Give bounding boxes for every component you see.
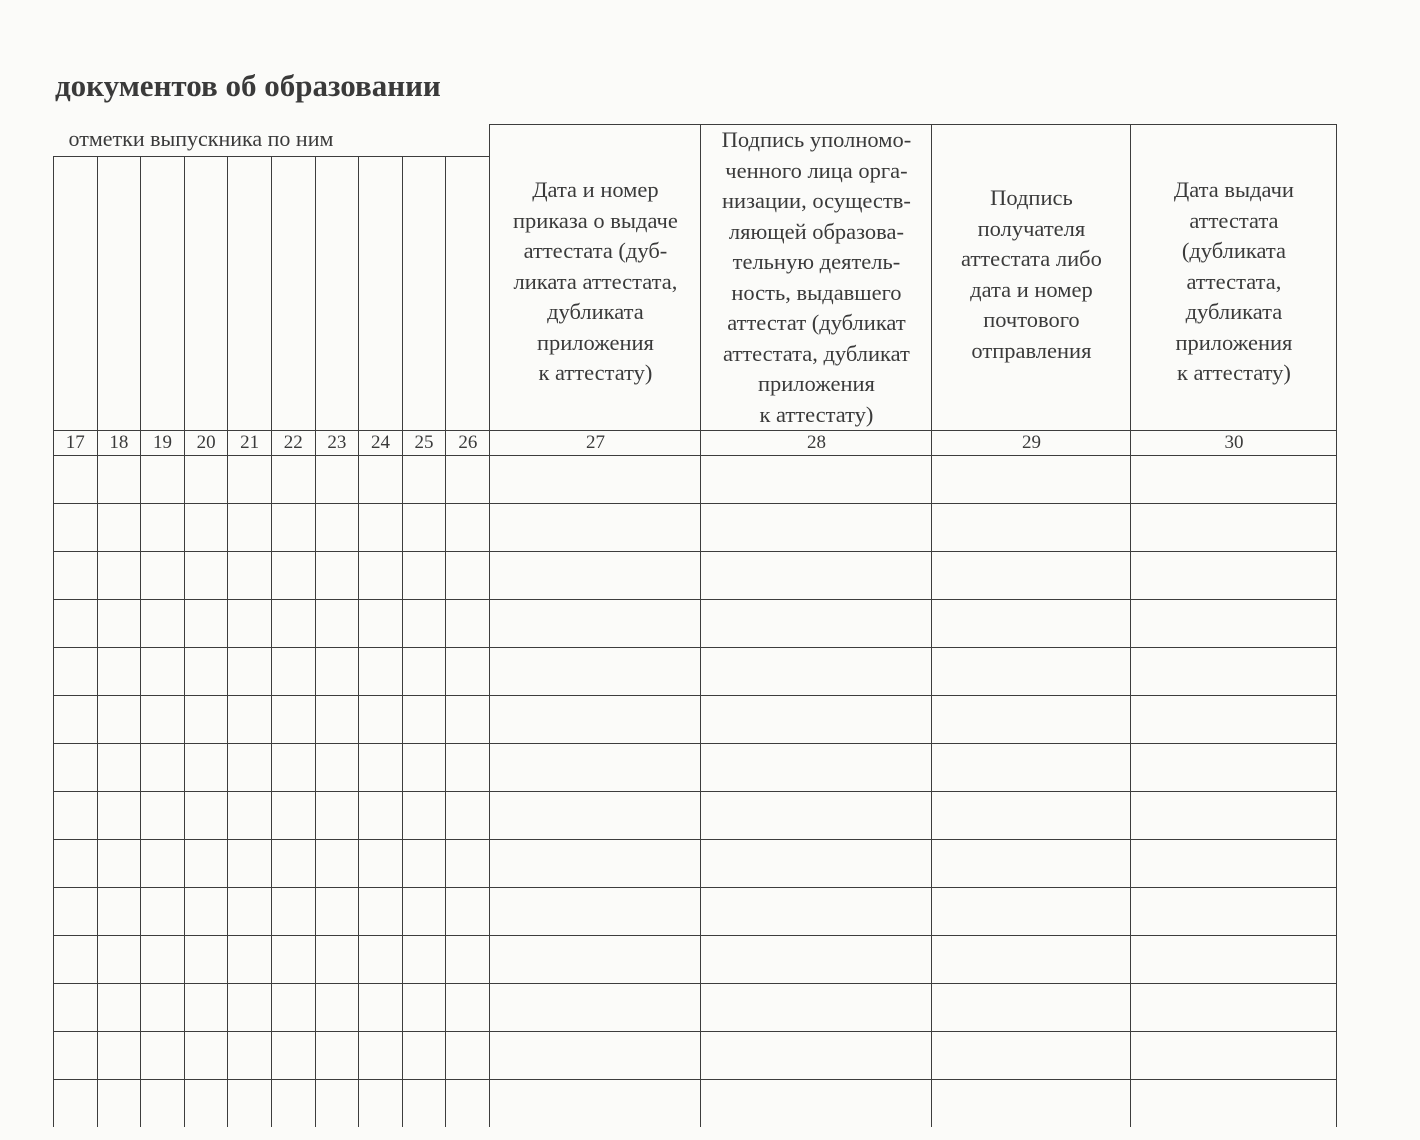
entry-cell[interactable]: [490, 936, 701, 984]
column-number: 18: [97, 431, 141, 456]
entry-cell[interactable]: [490, 696, 701, 744]
column-number-row: [54, 431, 1337, 456]
entry-cell[interactable]: [359, 696, 403, 744]
entry-cell[interactable]: [54, 504, 98, 552]
entry-cell[interactable]: [446, 984, 490, 1032]
entry-cell[interactable]: [97, 696, 141, 744]
column-number: 29: [932, 431, 1131, 456]
entry-cell[interactable]: [184, 936, 228, 984]
entry-cell[interactable]: [54, 984, 98, 1032]
entry-cell[interactable]: [932, 888, 1131, 936]
column-number: 26: [446, 431, 490, 456]
entry-cell[interactable]: [271, 792, 315, 840]
entry-cell[interactable]: [315, 504, 359, 552]
column-number: 20: [184, 431, 228, 456]
column-number: 21: [228, 431, 272, 456]
entry-cell[interactable]: [1131, 696, 1337, 744]
entry-cell[interactable]: [1131, 984, 1337, 1032]
entry-cell[interactable]: [315, 1032, 359, 1080]
entry-cell[interactable]: [54, 552, 98, 600]
entry-cell[interactable]: [315, 600, 359, 648]
table-row: [54, 504, 1337, 552]
entry-cell[interactable]: [446, 456, 490, 504]
entry-cell[interactable]: [490, 744, 701, 792]
entry-cell[interactable]: [490, 1032, 701, 1080]
entry-cell[interactable]: [315, 648, 359, 696]
page-title: документов об образовании: [55, 68, 441, 103]
entry-cell[interactable]: [271, 504, 315, 552]
entry-cell[interactable]: [402, 888, 446, 936]
entry-cell[interactable]: [402, 696, 446, 744]
entry-cell[interactable]: [402, 552, 446, 600]
entry-cell[interactable]: [141, 648, 185, 696]
grade-header-cell: [402, 157, 446, 431]
entry-cell[interactable]: [97, 552, 141, 600]
entry-cell[interactable]: [446, 744, 490, 792]
entry-cell[interactable]: [490, 456, 701, 504]
entry-cell[interactable]: [1131, 1032, 1337, 1080]
entry-cell[interactable]: [54, 696, 98, 744]
entry-cell[interactable]: [228, 696, 272, 744]
entry-cell[interactable]: [184, 744, 228, 792]
table-row: [54, 456, 1337, 504]
entry-cell[interactable]: [228, 1032, 272, 1080]
entry-cell[interactable]: [228, 456, 272, 504]
entry-cell[interactable]: [97, 456, 141, 504]
entry-cell[interactable]: [359, 648, 403, 696]
grade-header-cell: [141, 157, 185, 431]
column-number: 25: [402, 431, 446, 456]
entry-cell[interactable]: [141, 696, 185, 744]
entry-cell[interactable]: [97, 1032, 141, 1080]
entry-cell[interactable]: [228, 600, 272, 648]
entry-cell[interactable]: [701, 840, 932, 888]
entry-cell[interactable]: [184, 600, 228, 648]
entry-cell[interactable]: [228, 552, 272, 600]
entry-cell[interactable]: [141, 1080, 185, 1128]
entry-cell[interactable]: [490, 648, 701, 696]
entry-cell[interactable]: [446, 1032, 490, 1080]
col-header-28: Подпись уполномо- ченного лица орга- низации, осуществ- ляющей образова- тельную деятель- ность, выдавшего аттестат (дубликат аттестата, дубликат приложения к аттестату): [701, 125, 932, 431]
entry-cell[interactable]: [701, 984, 932, 1032]
entry-cell[interactable]: [141, 936, 185, 984]
entry-cell[interactable]: [1131, 888, 1337, 936]
entry-cell[interactable]: [141, 744, 185, 792]
entry-cell[interactable]: [54, 744, 98, 792]
entry-cell[interactable]: [932, 504, 1131, 552]
entry-cell[interactable]: [446, 1080, 490, 1128]
entry-cell[interactable]: [1131, 744, 1337, 792]
entry-cell[interactable]: [97, 840, 141, 888]
col-header-27: Дата и номер приказа о выдаче аттестата (дуб- ликата аттестата, дубликата приложения к аттестату): [490, 125, 701, 431]
entry-cell[interactable]: [184, 456, 228, 504]
entry-cell[interactable]: [315, 888, 359, 936]
table-row: [54, 1080, 1337, 1128]
entry-cell[interactable]: [184, 696, 228, 744]
entry-cell[interactable]: [1131, 456, 1337, 504]
entry-cell[interactable]: [97, 648, 141, 696]
entry-cell[interactable]: [701, 1080, 932, 1128]
entry-cell[interactable]: [141, 1032, 185, 1080]
table-row: [54, 840, 1337, 888]
entry-cell[interactable]: [701, 648, 932, 696]
entry-cell[interactable]: [490, 888, 701, 936]
entry-cell[interactable]: [54, 1032, 98, 1080]
entry-cell[interactable]: [271, 936, 315, 984]
entry-cell[interactable]: [359, 600, 403, 648]
entry-cell[interactable]: [359, 888, 403, 936]
table-row: [54, 600, 1337, 648]
column-number: 27: [490, 431, 701, 456]
entry-cell[interactable]: [97, 792, 141, 840]
entry-cell[interactable]: [402, 936, 446, 984]
entry-cell[interactable]: [184, 504, 228, 552]
entry-cell[interactable]: [490, 840, 701, 888]
table-row: [54, 1032, 1337, 1080]
entry-cell[interactable]: [97, 1080, 141, 1128]
entry-cell[interactable]: [315, 792, 359, 840]
column-number: 24: [359, 431, 403, 456]
entry-cell[interactable]: [1131, 504, 1337, 552]
entry-cell[interactable]: [402, 1032, 446, 1080]
entry-cell[interactable]: [97, 984, 141, 1032]
entry-cell[interactable]: [446, 888, 490, 936]
grade-header-cell: [271, 157, 315, 431]
entry-cell[interactable]: [490, 552, 701, 600]
grade-header-cell: [228, 157, 272, 431]
entry-cell[interactable]: [932, 744, 1131, 792]
entry-cell[interactable]: [402, 984, 446, 1032]
entry-cell[interactable]: [228, 792, 272, 840]
entry-cell[interactable]: [701, 504, 932, 552]
entry-cell[interactable]: [402, 1080, 446, 1128]
entry-cell[interactable]: [932, 1032, 1131, 1080]
entry-cell[interactable]: [184, 552, 228, 600]
entry-cell[interactable]: [54, 1080, 98, 1128]
entry-cell[interactable]: [271, 648, 315, 696]
entry-cell[interactable]: [701, 792, 932, 840]
entry-cell[interactable]: [402, 792, 446, 840]
entry-cell[interactable]: [359, 456, 403, 504]
entry-cell[interactable]: [446, 552, 490, 600]
entry-cell[interactable]: [141, 984, 185, 1032]
entry-cell[interactable]: [1131, 792, 1337, 840]
entry-cell[interactable]: [54, 840, 98, 888]
entry-cell[interactable]: [141, 600, 185, 648]
entry-cell[interactable]: [141, 552, 185, 600]
grade-header-cell: [97, 157, 141, 431]
entry-cell[interactable]: [490, 504, 701, 552]
entry-cell[interactable]: [271, 552, 315, 600]
entry-cell[interactable]: [184, 1080, 228, 1128]
table-row: [54, 744, 1337, 792]
grade-header-cell: [359, 157, 403, 431]
table-row: [54, 936, 1337, 984]
entry-cell[interactable]: [97, 744, 141, 792]
entry-cell[interactable]: [184, 888, 228, 936]
entry-cell[interactable]: [402, 600, 446, 648]
entry-cell[interactable]: [1131, 840, 1337, 888]
grade-header-cell: [184, 157, 228, 431]
entry-cell[interactable]: [932, 840, 1131, 888]
entry-cell[interactable]: [701, 936, 932, 984]
entry-cell[interactable]: [271, 1080, 315, 1128]
entry-cell[interactable]: [271, 600, 315, 648]
entry-cell[interactable]: [97, 888, 141, 936]
entry-cell[interactable]: [228, 504, 272, 552]
entry-cell[interactable]: [271, 456, 315, 504]
table-row: [54, 984, 1337, 1032]
entry-cell[interactable]: [228, 888, 272, 936]
entry-cell[interactable]: [184, 648, 228, 696]
grade-header-cell: [54, 157, 98, 431]
entry-cell[interactable]: [228, 648, 272, 696]
entry-cell[interactable]: [932, 600, 1131, 648]
entry-cell[interactable]: [932, 696, 1131, 744]
entry-cell[interactable]: [359, 936, 403, 984]
entry-cell[interactable]: [54, 888, 98, 936]
entry-cell[interactable]: [228, 984, 272, 1032]
entry-cell[interactable]: [315, 1080, 359, 1128]
entry-cell[interactable]: [141, 792, 185, 840]
entry-cell[interactable]: [402, 840, 446, 888]
attestat-register-table: [53, 124, 1337, 1127]
table-row: [54, 888, 1337, 936]
entry-cell[interactable]: [446, 600, 490, 648]
entry-cell[interactable]: [141, 504, 185, 552]
entry-cell[interactable]: [1131, 936, 1337, 984]
entry-cell[interactable]: [54, 936, 98, 984]
entry-cell[interactable]: [701, 600, 932, 648]
entry-cell[interactable]: [932, 1080, 1131, 1128]
entry-cell[interactable]: [490, 1080, 701, 1128]
entry-cell[interactable]: [184, 792, 228, 840]
entry-cell[interactable]: [359, 1032, 403, 1080]
entry-cell[interactable]: [359, 744, 403, 792]
entry-cell[interactable]: [490, 792, 701, 840]
entry-cell[interactable]: [315, 552, 359, 600]
entry-cell[interactable]: [446, 504, 490, 552]
entry-cell[interactable]: [446, 936, 490, 984]
entry-cell[interactable]: [402, 504, 446, 552]
entry-cell[interactable]: [490, 600, 701, 648]
ledger-body: [54, 456, 1337, 1128]
entry-cell[interactable]: [315, 696, 359, 744]
entry-cell[interactable]: [228, 1080, 272, 1128]
entry-cell[interactable]: [932, 456, 1131, 504]
grades-group-header: отметки выпускника по ним: [54, 125, 490, 157]
entry-cell[interactable]: [402, 456, 446, 504]
entry-cell[interactable]: [141, 888, 185, 936]
grade-header-cell: [315, 157, 359, 431]
entry-cell[interactable]: [184, 1032, 228, 1080]
entry-cell[interactable]: [932, 648, 1131, 696]
column-number: 28: [701, 431, 932, 456]
entry-cell[interactable]: [701, 696, 932, 744]
table-row: [54, 792, 1337, 840]
entry-cell[interactable]: [228, 840, 272, 888]
entry-cell[interactable]: [1131, 648, 1337, 696]
entry-cell[interactable]: [402, 744, 446, 792]
entry-cell[interactable]: [315, 936, 359, 984]
entry-cell[interactable]: [932, 936, 1131, 984]
entry-cell[interactable]: [932, 552, 1131, 600]
entry-cell[interactable]: [54, 456, 98, 504]
entry-cell[interactable]: [932, 792, 1131, 840]
entry-cell[interactable]: [97, 936, 141, 984]
entry-cell[interactable]: [446, 696, 490, 744]
table-row: [54, 552, 1337, 600]
entry-cell[interactable]: [359, 840, 403, 888]
entry-cell[interactable]: [54, 600, 98, 648]
entry-cell[interactable]: [141, 456, 185, 504]
entry-cell[interactable]: [315, 456, 359, 504]
entry-cell[interactable]: [315, 744, 359, 792]
entry-cell[interactable]: [446, 648, 490, 696]
entry-cell[interactable]: [141, 840, 185, 888]
entry-cell[interactable]: [1131, 552, 1337, 600]
table-row: [54, 696, 1337, 744]
entry-cell[interactable]: [359, 504, 403, 552]
column-number: 22: [271, 431, 315, 456]
entry-cell[interactable]: [1131, 600, 1337, 648]
entry-cell[interactable]: [97, 600, 141, 648]
entry-cell[interactable]: [271, 744, 315, 792]
entry-cell[interactable]: [97, 504, 141, 552]
entry-cell[interactable]: [1131, 1080, 1337, 1128]
entry-cell[interactable]: [701, 456, 932, 504]
entry-cell[interactable]: [359, 792, 403, 840]
entry-cell[interactable]: [271, 840, 315, 888]
entry-cell[interactable]: [271, 696, 315, 744]
col-header-30: Дата выдачи аттестата (дубликата аттестата, дубликата приложения к аттестату): [1131, 125, 1337, 431]
entry-cell[interactable]: [932, 984, 1131, 1032]
entry-cell[interactable]: [446, 792, 490, 840]
entry-cell[interactable]: [271, 1032, 315, 1080]
column-number: 23: [315, 431, 359, 456]
entry-cell[interactable]: [402, 648, 446, 696]
entry-cell[interactable]: [271, 888, 315, 936]
grade-header-cell: [446, 157, 490, 431]
entry-cell[interactable]: [184, 840, 228, 888]
entry-cell[interactable]: [446, 840, 490, 888]
entry-cell[interactable]: [701, 552, 932, 600]
entry-cell[interactable]: [54, 792, 98, 840]
entry-cell[interactable]: [701, 888, 932, 936]
column-number: 17: [54, 431, 98, 456]
entry-cell[interactable]: [490, 984, 701, 1032]
entry-cell[interactable]: [701, 1032, 932, 1080]
col-header-29: Подпись получателя аттестата либо дата и номер почтового отправления: [932, 125, 1131, 431]
entry-cell[interactable]: [315, 840, 359, 888]
entry-cell[interactable]: [359, 1080, 403, 1128]
column-number: 19: [141, 431, 185, 456]
entry-cell[interactable]: [228, 936, 272, 984]
entry-cell[interactable]: [359, 984, 403, 1032]
entry-cell[interactable]: [54, 648, 98, 696]
entry-cell[interactable]: [701, 744, 932, 792]
entry-cell[interactable]: [184, 984, 228, 1032]
column-number: 30: [1131, 431, 1337, 456]
entry-cell[interactable]: [228, 744, 272, 792]
entry-cell[interactable]: [271, 984, 315, 1032]
entry-cell[interactable]: [359, 552, 403, 600]
entry-cell[interactable]: [315, 984, 359, 1032]
table-row: [54, 648, 1337, 696]
